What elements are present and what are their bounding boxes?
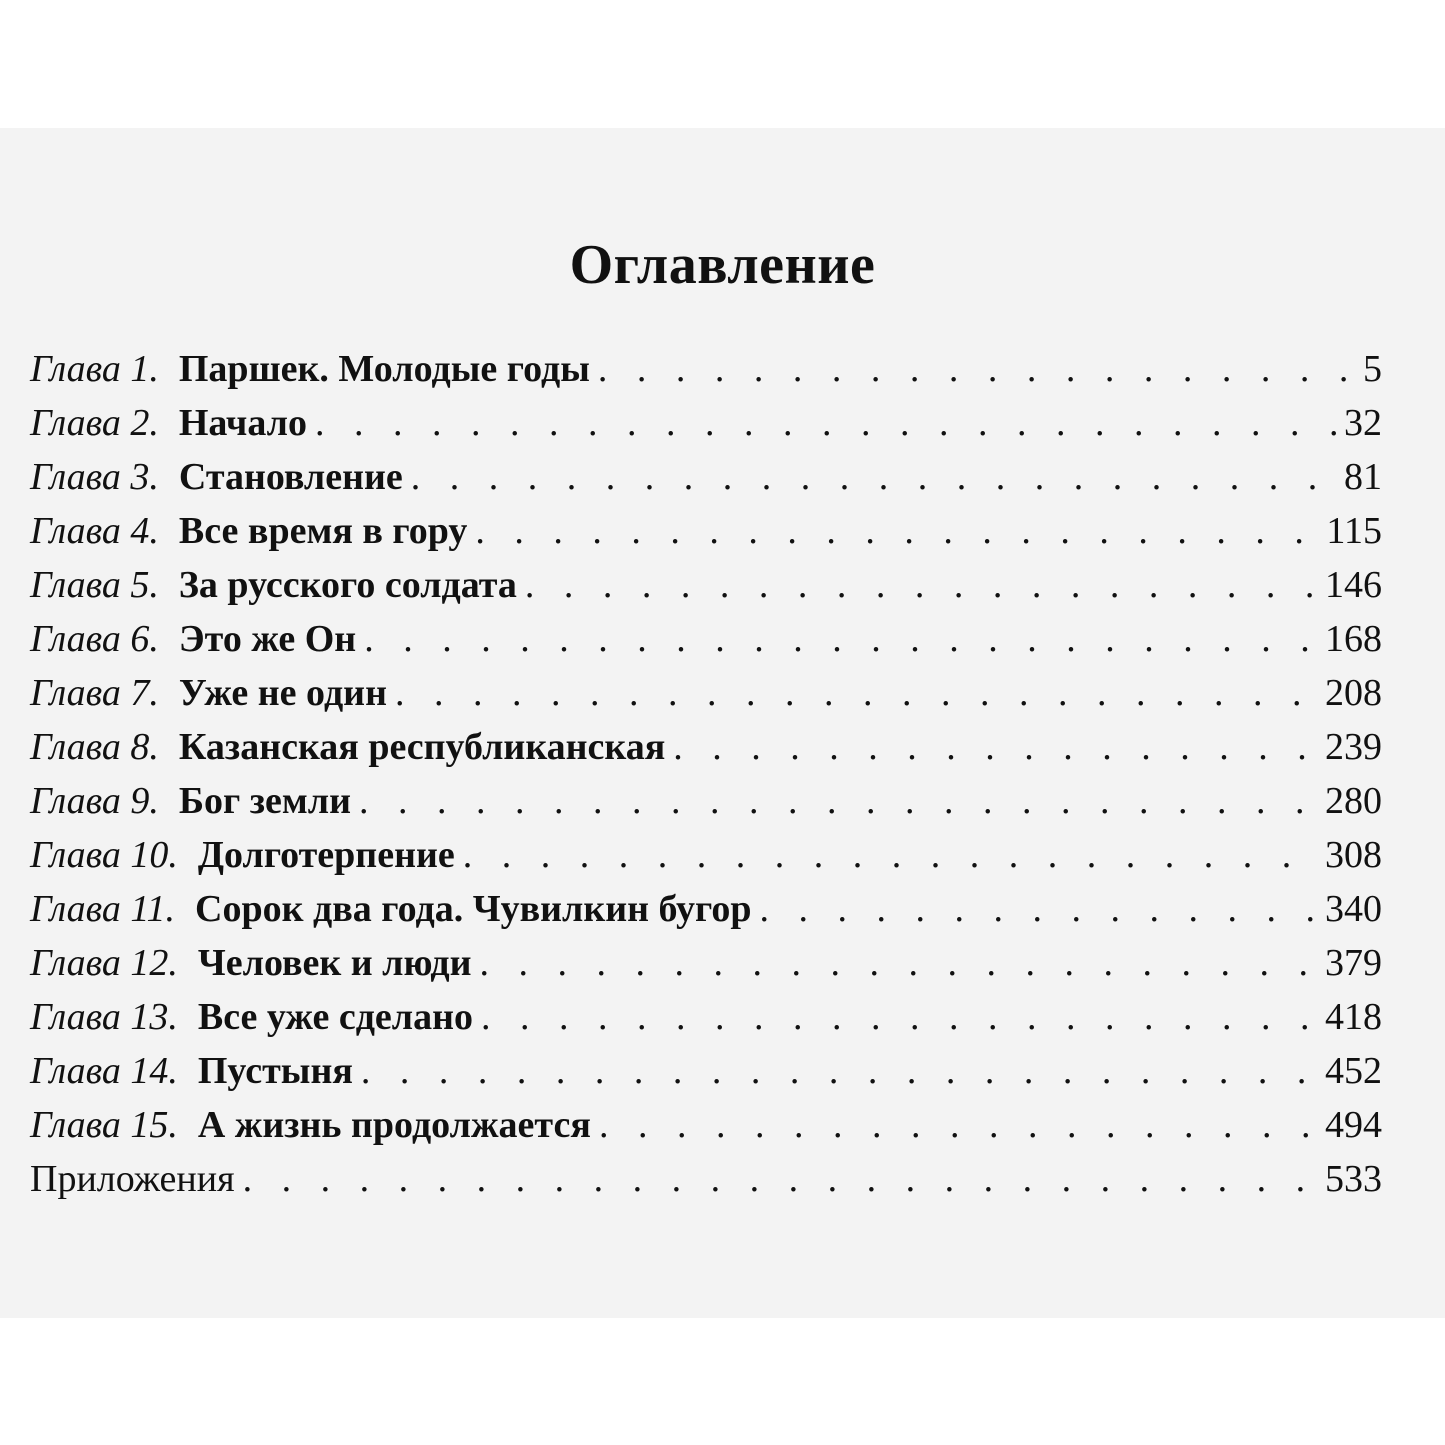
page-number: 146	[1325, 564, 1382, 606]
chapter-label: Глава 12.	[30, 942, 178, 984]
toc-entry-3	[30, 450, 1382, 504]
toc-entry-13	[30, 990, 1382, 1044]
toc-entry-5	[30, 558, 1382, 612]
table-of-contents	[30, 342, 1382, 1206]
chapter-label: Глава 7.	[30, 672, 159, 714]
dot-leader	[361, 1044, 1317, 1098]
chapter-title: Все уже сделано	[197, 996, 474, 1038]
toc-entry-2	[30, 396, 1382, 450]
toc-entry-11	[30, 882, 1382, 936]
chapter-title: А жизнь продолжается	[197, 1104, 591, 1146]
chapter-label: Глава 10.	[30, 834, 178, 876]
dot-leader	[411, 450, 1336, 504]
toc-entry-4	[30, 504, 1382, 558]
page-number: 494	[1325, 1104, 1382, 1146]
chapter-title: Это же Он	[178, 618, 357, 660]
page-number: 308	[1325, 834, 1382, 876]
dot-leader	[315, 396, 1336, 450]
page-number: 452	[1325, 1050, 1382, 1092]
chapter-title: Пустыня	[197, 1050, 353, 1092]
page-number: 115	[1326, 510, 1382, 552]
chapter-label: Глава 5.	[30, 564, 159, 606]
toc-entry-6	[30, 612, 1382, 666]
dot-leader	[243, 1152, 1317, 1206]
dot-leader	[598, 342, 1355, 396]
page-number: 533	[1325, 1158, 1382, 1200]
dot-leader	[395, 666, 1317, 720]
chapter-label: Глава 14.	[30, 1050, 178, 1092]
page-number: 239	[1325, 726, 1382, 768]
chapter-title: Бог земли	[178, 780, 351, 822]
page-title: Оглавление	[569, 234, 876, 296]
toc-entry-8	[30, 720, 1382, 774]
chapter-title: Паршек. Молодые годы	[178, 348, 590, 390]
dot-leader	[673, 720, 1317, 774]
page-number: 32	[1344, 402, 1382, 444]
chapter-label: Глава 13.	[30, 996, 178, 1038]
dot-leader	[481, 990, 1317, 1044]
toc-entry-15	[30, 1098, 1382, 1152]
dot-leader	[599, 1098, 1317, 1152]
page-number: 168	[1325, 618, 1382, 660]
toc-entry-1	[30, 342, 1382, 396]
dot-leader	[463, 828, 1317, 882]
page-number: 81	[1344, 456, 1382, 498]
chapter-title: Долготерпение	[197, 834, 455, 876]
chapter-label: Глава 3.	[30, 456, 159, 498]
chapter-label: Глава 2.	[30, 402, 159, 444]
toc-entry-10	[30, 828, 1382, 882]
chapter-label: Глава 8.	[30, 726, 159, 768]
dot-leader	[479, 936, 1317, 990]
toc-entry-appendix	[30, 1152, 1382, 1206]
chapter-title: Человек и люди	[197, 942, 472, 984]
chapter-title: Сорок два года. Чувилкин бугор	[195, 888, 752, 930]
chapter-label: Глава 9.	[30, 780, 159, 822]
chapter-title: Все время в гору	[178, 510, 468, 552]
dot-leader	[359, 774, 1317, 828]
page-number: 379	[1325, 942, 1382, 984]
toc-entry-7	[30, 666, 1382, 720]
chapter-label: Глава 6.	[30, 618, 159, 660]
page-number: 5	[1363, 348, 1382, 390]
page-number: 280	[1325, 780, 1382, 822]
dot-leader	[525, 558, 1317, 612]
chapter-label: Глава 15.	[30, 1104, 178, 1146]
toc-entry-12	[30, 936, 1382, 990]
chapter-title: Начало	[178, 402, 307, 444]
chapter-title: Становление	[178, 456, 403, 498]
chapter-title: Уже не один	[178, 672, 387, 714]
page-number: 340	[1325, 888, 1382, 930]
toc-entry-9	[30, 774, 1382, 828]
chapter-label: Глава 4.	[30, 510, 159, 552]
dot-leader	[760, 882, 1317, 936]
toc-entry-14	[30, 1044, 1382, 1098]
appendix-title: Приложения	[30, 1158, 235, 1200]
page-number: 208	[1325, 672, 1382, 714]
book-page	[0, 128, 1445, 1318]
dot-leader	[475, 504, 1318, 558]
chapter-label: Глава 1.	[30, 348, 159, 390]
chapter-label: Глава 11.	[30, 888, 176, 930]
chapter-title: За русского солдата	[178, 564, 517, 606]
page-number: 418	[1325, 996, 1382, 1038]
dot-leader	[364, 612, 1317, 666]
chapter-title: Казанская республиканская	[178, 726, 666, 768]
